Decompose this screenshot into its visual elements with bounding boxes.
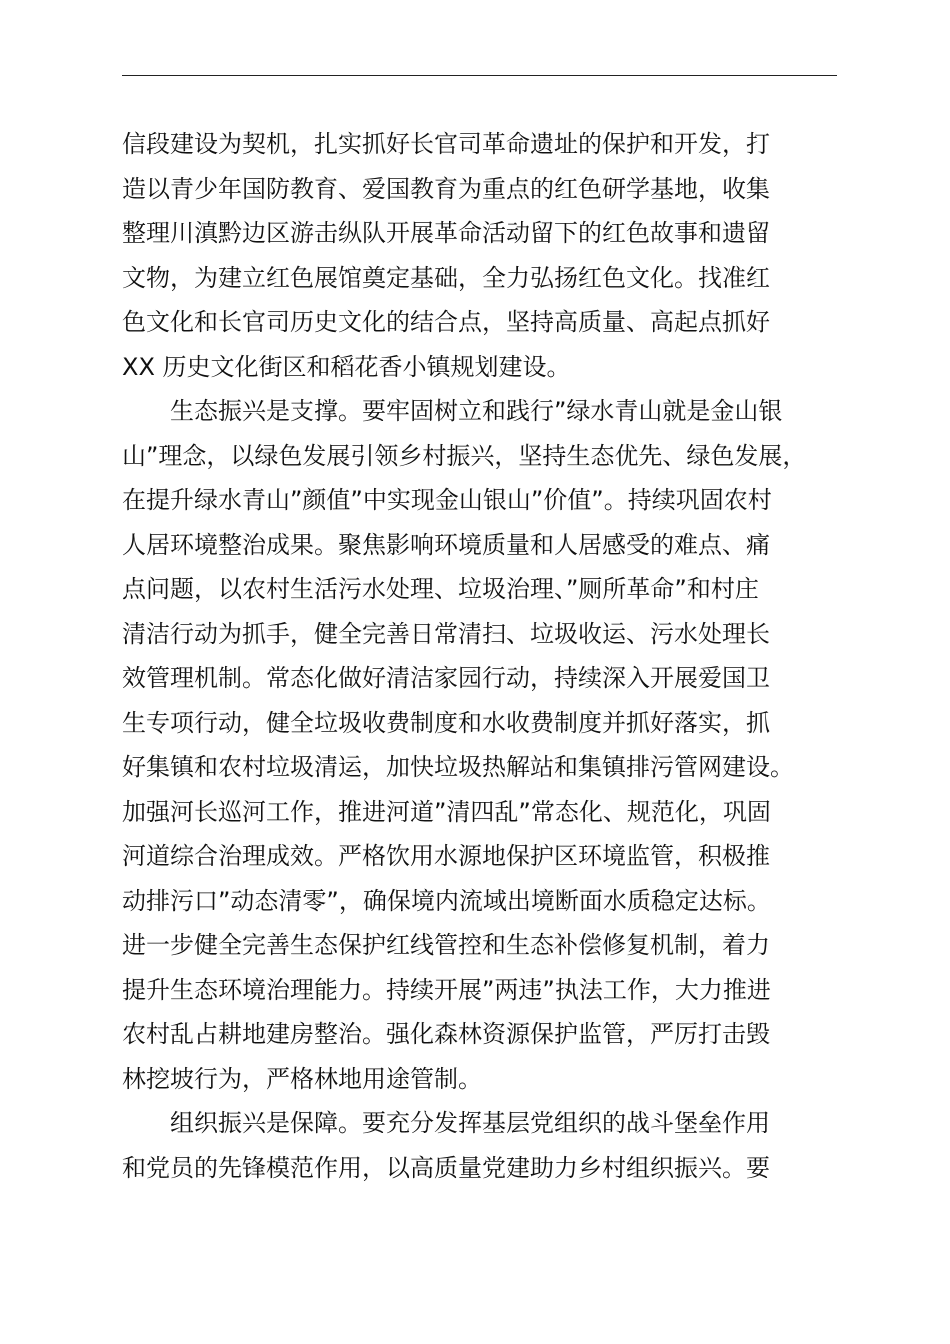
- text-line: XX 历史文化街区和稻花香小镇规划建设。: [122, 352, 571, 381]
- text-line: 和党员的先锋模范作用，以高质量党建助力乡村组织振兴。要: [122, 1153, 770, 1182]
- text-line: 动排污口”动态清零”，确保境内流域出境断面水质稳定达标。: [122, 886, 771, 915]
- paragraph-red-culture: [122, 122, 837, 389]
- text-line: 人居环境整治成果。聚焦影响环境质量和人居感受的难点、痛: [122, 530, 770, 559]
- text-line: 文物，为建立红色展馆奠定基础，全力弘扬红色文化。找准红: [122, 263, 770, 292]
- text-line: 清洁行动为抓手，健全完善日常清扫、垃圾收运、污水处理长: [122, 619, 770, 648]
- text-line: 河道综合治理成效。严格饮用水源地保护区环境监管，积极推: [122, 842, 770, 870]
- text-line: 进一步健全完善生态保护红线管控和生态补偿修复机制，着力: [122, 931, 770, 959]
- text-line: 加强河长巡河工作，推进河道”清四乱”常态化、规范化，巩固: [122, 797, 771, 826]
- text-line: 提升生态环境治理能力。持续开展”两违”执法工作，大力推进: [122, 975, 771, 1004]
- text-line: 山”理念，以绿色发展引领乡村振兴，坚持生态优先、绿色发展，: [122, 441, 807, 470]
- text-line: 组织振兴是保障。要充分发挥基层党组织的战斗堡垒作用: [170, 1109, 770, 1137]
- header-rule: [122, 75, 837, 76]
- paragraph-organizational-revitalization: [122, 1101, 837, 1190]
- text-line: 造以青少年国防教育、爱国教育为重点的红色研学基地，收集: [122, 174, 770, 203]
- text-line: 在提升绿水青山”颜值”中实现金山银山”价值”。持续巩固农村: [122, 486, 772, 514]
- text-line: 农村乱占耕地建房整治。强化森林资源保护监管，严厉打击毁: [122, 1020, 770, 1048]
- text-line: 生专项行动，健全垃圾收费制度和水收费制度并抓好落实，抓: [122, 708, 770, 737]
- text-line: 点问题，以农村生活污水处理、垃圾治理、”厕所革命”和村庄: [122, 575, 759, 603]
- text-line: 林挖坡行为，严格林地用途管制。: [122, 1064, 482, 1093]
- text-line: 色文化和长官司历史文化的结合点，坚持高质量、高起点抓好: [122, 308, 770, 336]
- text-line: 信段建设为契机，扎实抓好长官司革命遗址的保护和开发，打: [122, 130, 770, 158]
- text-line: 好集镇和农村垃圾清运，加快垃圾热解站和集镇排污管网建设。: [122, 753, 794, 781]
- paragraph-ecological-revitalization: [122, 389, 837, 1101]
- text-line: 生态振兴是支撑。要牢固树立和践行”绿水青山就是金山银: [170, 397, 783, 425]
- document-body: [122, 122, 837, 1190]
- text-line: 效管理机制。常态化做好清洁家园行动，持续深入开展爱国卫: [122, 664, 770, 692]
- text-line: 整理川滇黔边区游击纵队开展革命活动留下的红色故事和遗留: [122, 219, 770, 247]
